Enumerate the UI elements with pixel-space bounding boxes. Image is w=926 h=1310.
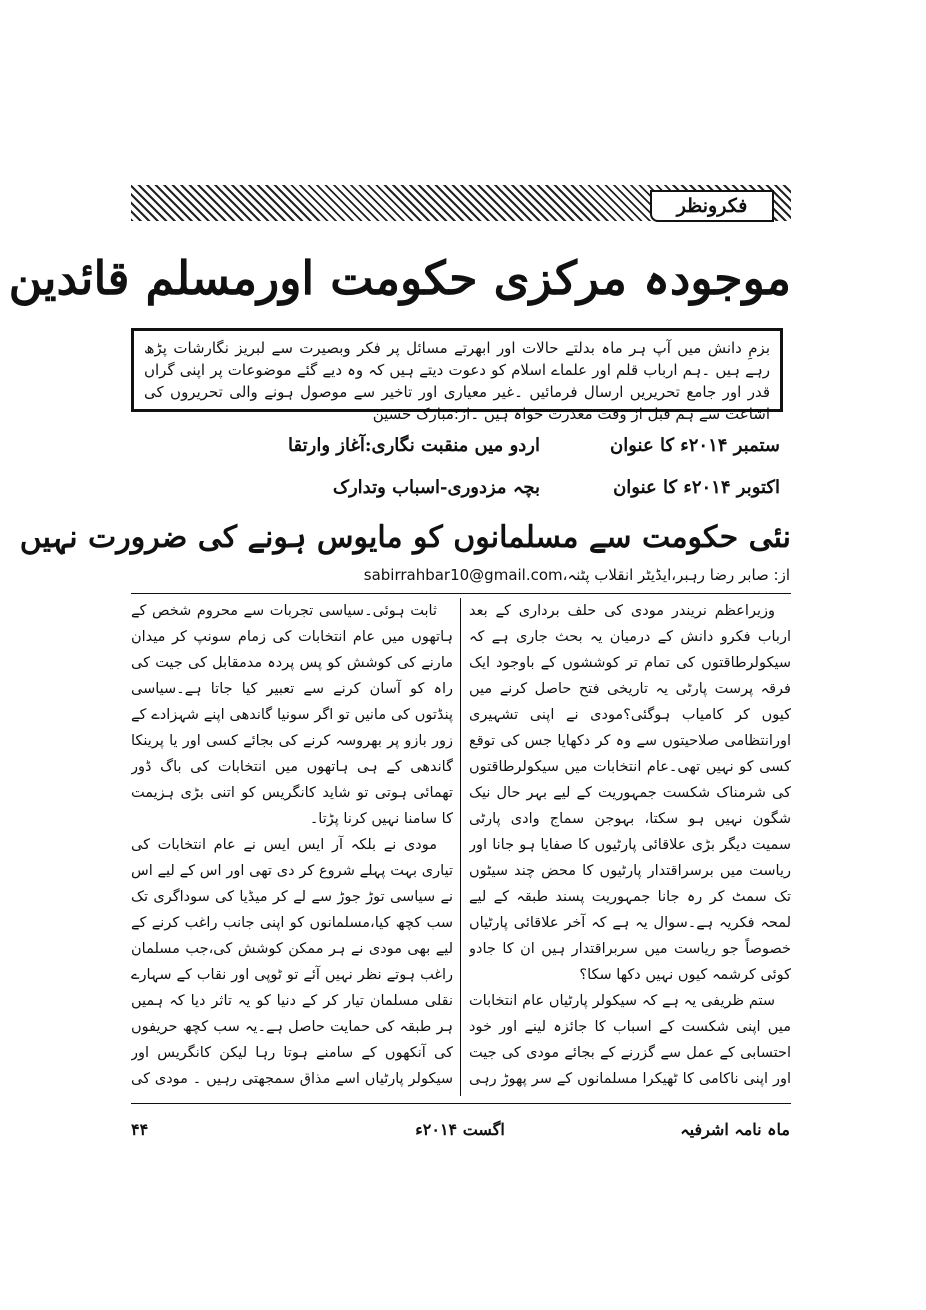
column-divider <box>460 598 461 1096</box>
paragraph: وزیراعظم نریندر مودی کی حلف برداری کے بعد ارباب فکرو دانش کے درمیان یہ بحث جاری ہے کہ سیکولرطاقتوں کی تمام تر کوششوں کے باوجود ایک فرقہ پرست پارٹی یہ تاریخی فتح حاصل کرنے میں کیوں کر کامیاب ہوگئی؟مودی نے اپنی تشہیری اورانتظامی صلاحیتوں سے وہ کر دکھایا جس کی توقع کسی کو نہیں تھی۔عام انتخابات میں سیکولرطاقتوں کی شرمناک شکست جمہوریت کے لیے بہر حال نیک شگون نہیں ہو سکتا، بہوجن سماج وادی پارٹی سمیت دیگر بڑی علاقائی پارٹیوں کا صفایا ہو جانا اور ریاست میں برسراقتدار پارٹیوں کا محض چند سیٹوں تک سمٹ کر رہ جانا جمہوریت پسند طبقہ کے لیے لمحہ فکریہ ہے۔سوال یہ ہے کہ آخر علاقائی پارٹیاں خصوصاً جو ریاست میں سربراقتدار ہیں ان کا جادو کوئی کرشمہ کیوں نہیں دکھا سکا؟ <box>469 603 791 983</box>
section-label: فکرونظر <box>650 190 774 222</box>
topic-label: اکتوبر ۲۰۱۴ء کا عنوان <box>613 476 780 498</box>
magazine-name: ماہ نامہ اشرفیہ <box>680 1120 790 1139</box>
article-column-right <box>469 598 791 1096</box>
page-number: ۴۴ <box>131 1120 149 1139</box>
editorial-notice-box: بزمِ دانش میں آپ ہر ماہ بدلتے حالات اور ابھرتے مسائل پر فکر وبصیرت سے لبریز نگارشات پڑھ رہے ہیں ۔ہم ارباب قلم اور علماے اسلام کو دعوت دیتے ہیں کہ وہ دیے گئے موضوعات پر اپنی گراں قدر اور جامع تحریریں ارسال فرمائیں ۔غیر معیاری اور تاخیر سے موصول ہونے والی تحریروں کی اشاعت سے ہم قبل از وقت معذرت خواہ ہیں ۔از:مبارک حسین <box>131 328 783 412</box>
paragraph: مودی نے بلکہ آر ایس ایس نے عام انتخابات کی تیاری بہت پہلے شروع کر دی تھی اور اس کے لیے اس نے سیاسی توڑ جوڑ سے لے کر میڈیا کی سوداگری تک سب کچھ کیا،مسلمانوں کو اپنی جانب راغب کرنے کے لیے بھی مودی نے ہر ممکن کوشش کی،جب مسلمان راغب ہوتے نظر نہیں آئے تو ٹوپی اور نقاب کے سہارے نقلی مسلمان تیار کر کے دنیا کو یہ تاثر دیا کہ ہمیں ہر طبقہ کی حمایت حاصل ہے۔یہ سب کچھ حریفوں کی آنکھوں کے سامنے ہوتا رہا لیکن کانگریس اور سیکولر پارٹیاں اسے مذاق سمجھتی رہیں ۔ مودی کی <box>131 837 453 1087</box>
topic-label: ستمبر ۲۰۱۴ء کا عنوان <box>610 434 780 456</box>
paragraph: ثابت ہوئی۔سیاسی تجربات سے محروم شخص کے ہاتھوں میں عام انتخابات کی زمام سونپ کر میدان مارنے کی کوشش کو پس پردہ مدمقابل کی جیت کی راہ کو آسان کرنے سے تعبیر کیا جاتا ہے۔سیاسی پنڈتوں کی مانیں تو اگر سونیا گاندھی اپنے شہزادے کے زور بازو پر بھروسہ کرنے کی بجائے کسی اور یا پرینکا گاندھی کے ہی ہاتھوں میں انتخابات کی باگ ڈور تھمائی ہوتی تو شاید کانگریس کو اتنی بڑی ہزیمت کا سامنا نہیں کرنا پڑتا۔ <box>131 603 453 827</box>
page-title: موجودہ مرکزی حکومت اورمسلم قائدین <box>8 251 791 305</box>
article-author: از: صابر رضا رہبر،ایڈیٹر انقلاب پٹنہ،sabirrahbar10@gmail.com <box>363 566 790 584</box>
footer-rule <box>131 1103 791 1104</box>
divider-rule <box>131 593 791 594</box>
article-column-left <box>131 598 453 1096</box>
issue-date: اگست ۲۰۱۴ء <box>415 1120 505 1139</box>
topic-value: بچہ مزدوری-اسباب وتدارک <box>332 476 540 498</box>
topic-row-october <box>180 470 780 504</box>
article-title: نئی حکومت سے مسلمانوں کو مایوس ہونے کی ضرورت نہیں <box>19 520 791 555</box>
topic-value: اردو میں منقبت نگاری:آغاز وارتقا <box>288 434 540 456</box>
paragraph: ستم ظریفی یہ ہے کہ سیکولر پارٹیاں عام انتخابات میں اپنی شکست کے اسباب کا جائزہ لینے اور خود احتسابی کے عمل سے گزرنے کے بجائے مودی کی جیت اور اپنی ناکامی کا ٹھیکرا مسلمانوں کے سر پھوڑ رہی <box>469 993 791 1087</box>
topic-row-september <box>180 428 780 462</box>
